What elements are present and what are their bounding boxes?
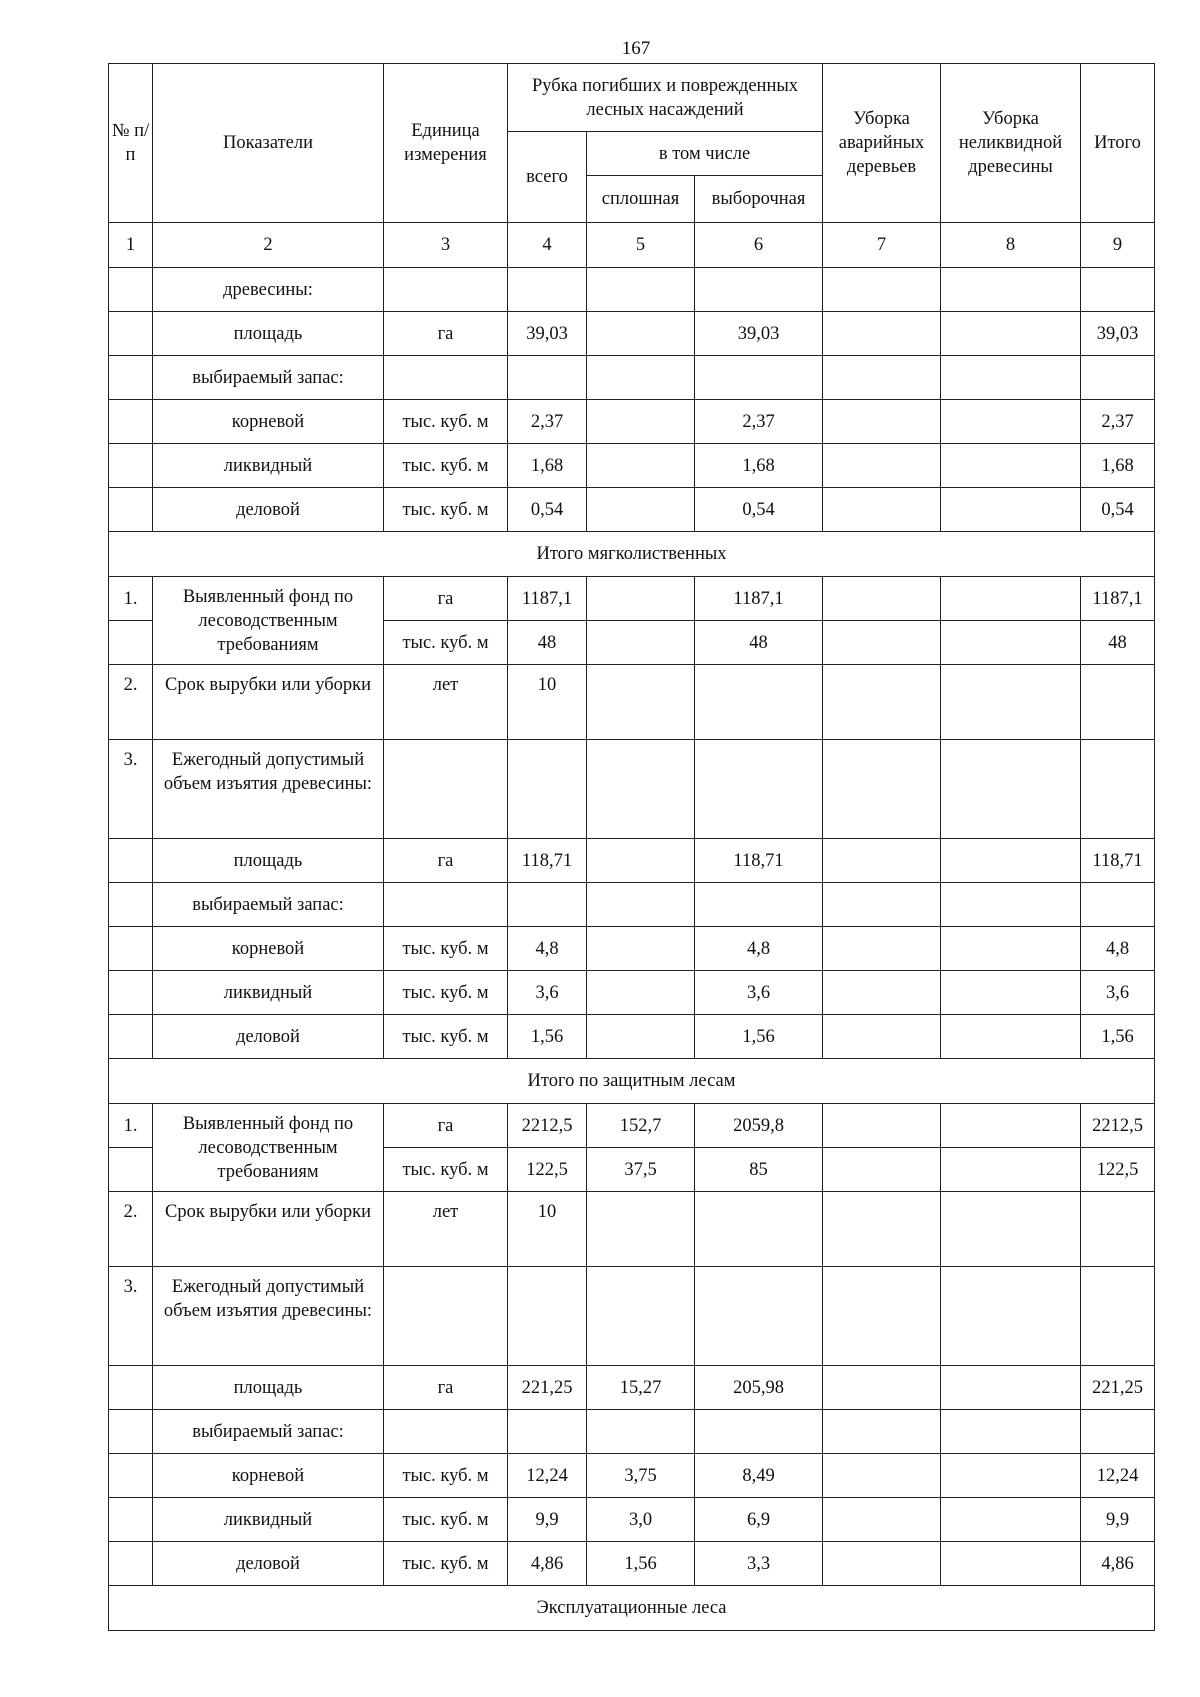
table-cell: выбираемый запас: bbox=[153, 883, 384, 927]
table-cell bbox=[941, 1454, 1081, 1498]
table-cell: 1,56 bbox=[1081, 1015, 1155, 1059]
table-cell bbox=[823, 577, 941, 621]
table-cell: 4,86 bbox=[1081, 1542, 1155, 1586]
table-cell bbox=[823, 1542, 941, 1586]
table-cell bbox=[587, 621, 695, 665]
table-cell: 39,03 bbox=[1081, 312, 1155, 356]
table-cell: 2212,5 bbox=[508, 1104, 587, 1148]
table-cell bbox=[1081, 883, 1155, 927]
table-cell: 1,68 bbox=[695, 444, 823, 488]
table-cell bbox=[823, 312, 941, 356]
table-row bbox=[109, 1542, 1155, 1586]
section-title-row bbox=[109, 532, 1155, 577]
table-cell: 3,75 bbox=[587, 1454, 695, 1498]
header-including: в том числе bbox=[587, 132, 823, 176]
table-cell: 48 bbox=[508, 621, 587, 665]
table-cell bbox=[587, 356, 695, 400]
table-cell: тыс. куб. м bbox=[384, 1498, 508, 1542]
table-cell bbox=[941, 400, 1081, 444]
table-cell: 48 bbox=[695, 621, 823, 665]
table-cell bbox=[695, 883, 823, 927]
table-cell bbox=[109, 268, 153, 312]
table-cell: 85 bbox=[695, 1148, 823, 1192]
table-cell: тыс. куб. м bbox=[384, 1148, 508, 1192]
table-cell bbox=[109, 1542, 153, 1586]
table-cell bbox=[1081, 356, 1155, 400]
table-cell bbox=[941, 1498, 1081, 1542]
table-cell: корневой bbox=[153, 927, 384, 971]
table-cell: 1187,1 bbox=[695, 577, 823, 621]
table-cell bbox=[508, 1267, 587, 1366]
table-cell bbox=[508, 740, 587, 839]
table-cell bbox=[823, 1015, 941, 1059]
section-title-row bbox=[109, 1586, 1155, 1631]
table-row bbox=[109, 1192, 1155, 1267]
table-cell: 10 bbox=[508, 665, 587, 740]
table-cell bbox=[109, 1498, 153, 1542]
section-title-row bbox=[109, 1059, 1155, 1104]
table-cell bbox=[941, 1267, 1081, 1366]
table-cell: 0,54 bbox=[695, 488, 823, 532]
table-cell bbox=[109, 971, 153, 1015]
table-cell bbox=[587, 444, 695, 488]
table-row bbox=[109, 1267, 1155, 1366]
table-cell bbox=[941, 1015, 1081, 1059]
table-cell: тыс. куб. м bbox=[384, 488, 508, 532]
table-cell bbox=[823, 1148, 941, 1192]
table-cell: 118,71 bbox=[508, 839, 587, 883]
table-row bbox=[109, 268, 1155, 312]
table-cell bbox=[941, 665, 1081, 740]
table-cell bbox=[587, 1267, 695, 1366]
table-cell bbox=[109, 1454, 153, 1498]
table-cell: выбираемый запас: bbox=[153, 1410, 384, 1454]
header-num: № п/п bbox=[109, 64, 153, 223]
table-cell: 3,6 bbox=[508, 971, 587, 1015]
table-cell: 1,68 bbox=[1081, 444, 1155, 488]
table-cell bbox=[941, 621, 1081, 665]
table-cell bbox=[823, 1267, 941, 1366]
table-cell: га bbox=[384, 1366, 508, 1410]
table-cell: 1,56 bbox=[508, 1015, 587, 1059]
table-cell bbox=[587, 665, 695, 740]
table-cell bbox=[941, 971, 1081, 1015]
header-selective: выборочная bbox=[695, 176, 823, 223]
table-row bbox=[109, 356, 1155, 400]
table-cell: 2059,8 bbox=[695, 1104, 823, 1148]
table-cell bbox=[1081, 740, 1155, 839]
table-cell: га bbox=[384, 577, 508, 621]
table-cell: тыс. куб. м bbox=[384, 1454, 508, 1498]
table-row bbox=[109, 400, 1155, 444]
table-cell: 205,98 bbox=[695, 1366, 823, 1410]
row-number: 1. bbox=[109, 1104, 153, 1148]
indicator-label: Выявленный фонд по лесоводственным требованиям bbox=[153, 1104, 384, 1192]
table-cell bbox=[384, 356, 508, 400]
table-cell: тыс. куб. м bbox=[384, 1015, 508, 1059]
table-cell: деловой bbox=[153, 1015, 384, 1059]
table-cell: площадь bbox=[153, 1366, 384, 1410]
header-felling-group: Рубка погибших и поврежденных лесных насаждений bbox=[508, 64, 823, 132]
table-cell bbox=[941, 740, 1081, 839]
table-cell bbox=[823, 665, 941, 740]
table-cell bbox=[941, 839, 1081, 883]
table-cell bbox=[587, 927, 695, 971]
header-clear: сплошная bbox=[587, 176, 695, 223]
header-total: всего bbox=[508, 132, 587, 223]
table-cell: 3. bbox=[109, 1267, 153, 1366]
table-cell bbox=[941, 312, 1081, 356]
table-cell: ликвидный bbox=[153, 444, 384, 488]
table-cell: 39,03 bbox=[508, 312, 587, 356]
table-body bbox=[109, 223, 1155, 1631]
table-cell bbox=[823, 400, 941, 444]
table-cell: 9,9 bbox=[1081, 1498, 1155, 1542]
table-cell: 1,56 bbox=[587, 1542, 695, 1586]
table-cell bbox=[823, 1410, 941, 1454]
column-number: 8 bbox=[941, 223, 1081, 268]
table-cell: лет bbox=[384, 1192, 508, 1267]
table-cell: 4,8 bbox=[508, 927, 587, 971]
table-cell: 1,56 bbox=[695, 1015, 823, 1059]
table-row bbox=[109, 665, 1155, 740]
table-cell bbox=[109, 444, 153, 488]
table-cell bbox=[109, 927, 153, 971]
table-cell bbox=[941, 1104, 1081, 1148]
table-row bbox=[109, 312, 1155, 356]
table-cell: Ежегодный допустимый объем изъятия древесины: bbox=[153, 740, 384, 839]
table-cell bbox=[109, 883, 153, 927]
table-cell: тыс. куб. м bbox=[384, 400, 508, 444]
column-number: 6 bbox=[695, 223, 823, 268]
table-cell bbox=[823, 621, 941, 665]
table-cell bbox=[508, 1410, 587, 1454]
table-cell bbox=[508, 883, 587, 927]
table-cell bbox=[695, 740, 823, 839]
table-cell: Ежегодный допустимый объем изъятия древесины: bbox=[153, 1267, 384, 1366]
table-cell bbox=[384, 1267, 508, 1366]
table-cell: тыс. куб. м bbox=[384, 927, 508, 971]
table-cell bbox=[109, 312, 153, 356]
table-cell bbox=[941, 927, 1081, 971]
table-cell bbox=[508, 356, 587, 400]
table-cell bbox=[823, 1454, 941, 1498]
table-cell: деловой bbox=[153, 1542, 384, 1586]
table-cell bbox=[1081, 268, 1155, 312]
table-cell bbox=[695, 268, 823, 312]
table-cell bbox=[695, 1410, 823, 1454]
table-cell bbox=[941, 1542, 1081, 1586]
table-cell: 122,5 bbox=[1081, 1148, 1155, 1192]
table-cell bbox=[587, 1015, 695, 1059]
table-cell bbox=[1081, 1410, 1155, 1454]
table-cell: 1187,1 bbox=[508, 577, 587, 621]
table-cell: 3,6 bbox=[1081, 971, 1155, 1015]
table-cell bbox=[695, 1192, 823, 1267]
table-cell bbox=[508, 268, 587, 312]
table-cell: деловой bbox=[153, 488, 384, 532]
table-cell bbox=[941, 268, 1081, 312]
row-number bbox=[109, 1148, 153, 1192]
table-cell: корневой bbox=[153, 400, 384, 444]
table-cell bbox=[823, 356, 941, 400]
table-cell bbox=[587, 971, 695, 1015]
row-number: 1. bbox=[109, 577, 153, 621]
table-cell: Срок вырубки или уборки bbox=[153, 665, 384, 740]
table-cell bbox=[941, 488, 1081, 532]
header-unit: Единица измерения bbox=[384, 64, 508, 223]
table-cell: 15,27 bbox=[587, 1366, 695, 1410]
table-row bbox=[109, 1498, 1155, 1542]
table-cell bbox=[823, 1366, 941, 1410]
column-number: 2 bbox=[153, 223, 384, 268]
column-number: 4 bbox=[508, 223, 587, 268]
table-row bbox=[109, 971, 1155, 1015]
table-cell bbox=[823, 1498, 941, 1542]
table-row bbox=[109, 927, 1155, 971]
table-cell: 221,25 bbox=[1081, 1366, 1155, 1410]
table-cell bbox=[941, 883, 1081, 927]
table-cell: 118,71 bbox=[1081, 839, 1155, 883]
table-row bbox=[109, 883, 1155, 927]
table-cell: 1,68 bbox=[508, 444, 587, 488]
table-cell: тыс. куб. м bbox=[384, 444, 508, 488]
table-row bbox=[109, 740, 1155, 839]
table-cell: 1187,1 bbox=[1081, 577, 1155, 621]
table-cell bbox=[823, 268, 941, 312]
table-cell bbox=[1081, 1192, 1155, 1267]
table-cell bbox=[823, 1192, 941, 1267]
table-cell bbox=[109, 400, 153, 444]
column-number: 7 bbox=[823, 223, 941, 268]
table-cell: 9,9 bbox=[508, 1498, 587, 1542]
table-cell: площадь bbox=[153, 312, 384, 356]
table-cell: 12,24 bbox=[1081, 1454, 1155, 1498]
table-cell: 152,7 bbox=[587, 1104, 695, 1148]
table-row bbox=[109, 488, 1155, 532]
table-cell: 0,54 bbox=[1081, 488, 1155, 532]
table-cell bbox=[109, 1410, 153, 1454]
table-cell: га bbox=[384, 839, 508, 883]
column-number: 1 bbox=[109, 223, 153, 268]
row-number bbox=[109, 621, 153, 665]
section-title: Эксплуатационные леса bbox=[109, 1586, 1155, 1631]
table-cell bbox=[109, 839, 153, 883]
table-cell bbox=[823, 444, 941, 488]
table-cell: 2,37 bbox=[508, 400, 587, 444]
table-cell bbox=[941, 577, 1081, 621]
table-cell bbox=[823, 883, 941, 927]
table-cell: га bbox=[384, 312, 508, 356]
table-cell bbox=[941, 444, 1081, 488]
table-row bbox=[109, 839, 1155, 883]
table-cell bbox=[1081, 665, 1155, 740]
table-cell: 6,9 bbox=[695, 1498, 823, 1542]
table-row bbox=[109, 1454, 1155, 1498]
table-row bbox=[109, 1410, 1155, 1454]
table-cell bbox=[823, 488, 941, 532]
table-cell: площадь bbox=[153, 839, 384, 883]
column-number: 3 bbox=[384, 223, 508, 268]
table-cell bbox=[823, 927, 941, 971]
table-cell: 8,49 bbox=[695, 1454, 823, 1498]
table-cell bbox=[384, 268, 508, 312]
table-cell: тыс. куб. м bbox=[384, 1542, 508, 1586]
table-cell bbox=[587, 488, 695, 532]
table-cell: 2212,5 bbox=[1081, 1104, 1155, 1148]
table-cell: га bbox=[384, 1104, 508, 1148]
table-cell: 221,25 bbox=[508, 1366, 587, 1410]
table-cell: Срок вырубки или уборки bbox=[153, 1192, 384, 1267]
table-cell: 4,8 bbox=[695, 927, 823, 971]
table-row bbox=[109, 444, 1155, 488]
table-cell bbox=[695, 356, 823, 400]
table-cell: 122,5 bbox=[508, 1148, 587, 1192]
table-cell: 37,5 bbox=[587, 1148, 695, 1192]
header-indicators: Показатели bbox=[153, 64, 384, 223]
table-cell bbox=[941, 1410, 1081, 1454]
table-cell: лет bbox=[384, 665, 508, 740]
table-cell: 0,54 bbox=[508, 488, 587, 532]
table-cell bbox=[587, 400, 695, 444]
table-cell bbox=[823, 839, 941, 883]
section-title: Итого по защитным лесам bbox=[109, 1059, 1155, 1104]
table-cell bbox=[109, 356, 153, 400]
column-number-row bbox=[109, 223, 1155, 268]
table-cell: 4,8 bbox=[1081, 927, 1155, 971]
header-emergency: Уборка аварийных деревьев bbox=[823, 64, 941, 223]
table-row bbox=[109, 1104, 1155, 1148]
table-cell bbox=[587, 312, 695, 356]
table-cell: ликвидный bbox=[153, 971, 384, 1015]
table-cell bbox=[384, 740, 508, 839]
table-cell bbox=[823, 1104, 941, 1148]
header-nonliquid: Уборка неликвидной древесины bbox=[941, 64, 1081, 223]
table-cell: 118,71 bbox=[695, 839, 823, 883]
table-cell bbox=[384, 1410, 508, 1454]
table-cell bbox=[941, 1148, 1081, 1192]
table-cell bbox=[695, 665, 823, 740]
table-cell bbox=[695, 1267, 823, 1366]
table-cell bbox=[1081, 1267, 1155, 1366]
table-row bbox=[109, 1366, 1155, 1410]
table-cell: 2. bbox=[109, 665, 153, 740]
table-row bbox=[109, 1015, 1155, 1059]
table-cell bbox=[384, 883, 508, 927]
indicator-label: Выявленный фонд по лесоводственным требованиям bbox=[153, 577, 384, 665]
table-cell bbox=[587, 740, 695, 839]
column-number: 9 bbox=[1081, 223, 1155, 268]
table-cell bbox=[587, 839, 695, 883]
column-number: 5 bbox=[587, 223, 695, 268]
table-cell: 39,03 bbox=[695, 312, 823, 356]
table-cell bbox=[587, 1192, 695, 1267]
table-cell: 2,37 bbox=[695, 400, 823, 444]
table-cell bbox=[823, 740, 941, 839]
table-cell: 3,3 bbox=[695, 1542, 823, 1586]
table-cell bbox=[587, 1410, 695, 1454]
table-row bbox=[109, 577, 1155, 621]
header-itogo: Итого bbox=[1081, 64, 1155, 223]
table-cell: выбираемый запас: bbox=[153, 356, 384, 400]
table-cell bbox=[823, 971, 941, 1015]
table-cell: 3,6 bbox=[695, 971, 823, 1015]
table-header bbox=[109, 64, 1155, 223]
table-cell bbox=[587, 883, 695, 927]
table-cell: 4,86 bbox=[508, 1542, 587, 1586]
table-cell: 10 bbox=[508, 1192, 587, 1267]
table-cell bbox=[941, 356, 1081, 400]
table-cell: 3. bbox=[109, 740, 153, 839]
table-cell bbox=[109, 488, 153, 532]
table-cell bbox=[941, 1366, 1081, 1410]
table-cell bbox=[587, 577, 695, 621]
section-title: Итого мягколиственных bbox=[109, 532, 1155, 577]
table-cell: ликвидный bbox=[153, 1498, 384, 1542]
table-cell: 3,0 bbox=[587, 1498, 695, 1542]
table-cell: 12,24 bbox=[508, 1454, 587, 1498]
table-cell: 2,37 bbox=[1081, 400, 1155, 444]
table-cell: древесины: bbox=[153, 268, 384, 312]
table-cell bbox=[109, 1015, 153, 1059]
table-cell: 2. bbox=[109, 1192, 153, 1267]
table-cell: корневой bbox=[153, 1454, 384, 1498]
table-cell bbox=[109, 1366, 153, 1410]
table-cell bbox=[587, 268, 695, 312]
table-cell: 48 bbox=[1081, 621, 1155, 665]
page-number: 167 bbox=[621, 38, 651, 59]
table-cell bbox=[941, 1192, 1081, 1267]
forest-felling-table bbox=[108, 63, 1155, 1631]
table-cell: тыс. куб. м bbox=[384, 621, 508, 665]
table-cell: тыс. куб. м bbox=[384, 971, 508, 1015]
